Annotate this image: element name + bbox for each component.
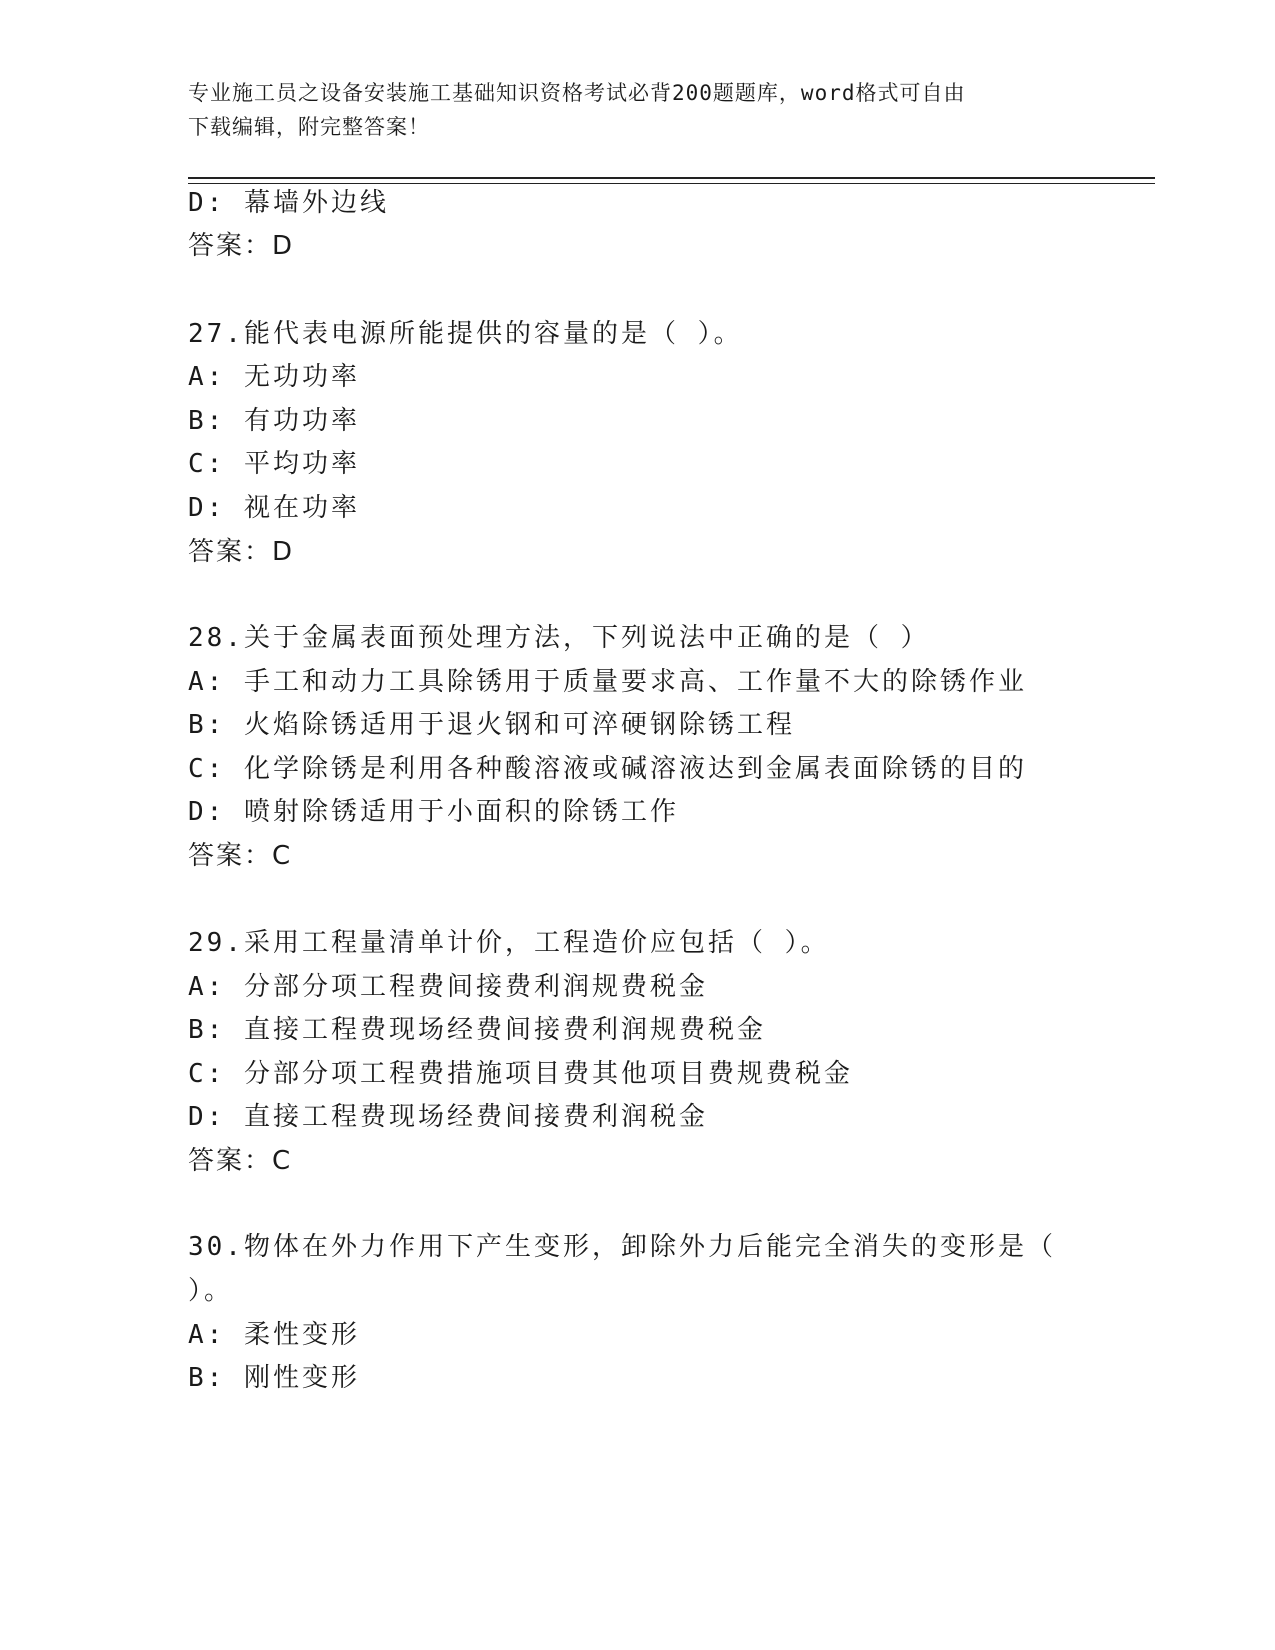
question-27-option-c: C: 平均功率 xyxy=(188,449,360,479)
question-30-stem-line-2: ）。 xyxy=(188,1276,234,1306)
question-30-stem-line-1: 30.物体在外力作用下产生变形，卸除外力后能完全消失的变形是（ xyxy=(188,1232,1056,1262)
header-rule-thick xyxy=(188,177,1155,179)
question-27-option-b: B: 有功功率 xyxy=(188,406,360,436)
question-28-option-c: C: 化学除锈是利用各种酸溶液或碱溶液达到金属表面除锈的目的 xyxy=(188,754,1027,784)
question-29-option-d: D: 直接工程费现场经费间接费利润税金 xyxy=(188,1102,708,1132)
document-title-line-2: 下载编辑，附完整答案！ xyxy=(188,115,430,139)
question-28-stem: 28.关于金属表面预处理方法，下列说法中正确的是（ ） xyxy=(188,623,930,653)
question-29-option-a: A: 分部分项工程费间接费利润规费税金 xyxy=(188,972,708,1002)
prev-answer: 答案：D xyxy=(188,231,295,261)
document-title-line-1: 专业施工员之设备安装施工基础知识资格考试必背200题题库，word格式可自由 xyxy=(188,81,966,105)
question-29-option-b: B: 直接工程费现场经费间接费利润规费税金 xyxy=(188,1015,766,1045)
question-28-option-a: A: 手工和动力工具除锈用于质量要求高、工作量不大的除锈作业 xyxy=(188,667,1027,697)
question-30-option-b: B: 刚性变形 xyxy=(188,1363,360,1393)
question-27-option-a: A: 无功功率 xyxy=(188,362,360,392)
document-header xyxy=(188,76,1068,144)
question-29-option-c: C: 分部分项工程费措施项目费其他项目费规费税金 xyxy=(188,1059,853,1089)
question-29-stem: 29.采用工程量清单计价，工程造价应包括（ ）。 xyxy=(188,928,830,958)
question-27-option-d: D: 视在功率 xyxy=(188,493,360,523)
prev-option-d: D: 幕墙外边线 xyxy=(188,188,389,218)
question-28-option-b: B: 火焰除锈适用于退火钢和可淬硬钢除锈工程 xyxy=(188,710,795,740)
question-28-answer: 答案：C xyxy=(188,841,293,871)
question-30-option-a: A: 柔性变形 xyxy=(188,1320,360,1350)
question-27-answer: 答案：D xyxy=(188,537,295,567)
question-27-stem: 27.能代表电源所能提供的容量的是（ ）。 xyxy=(188,319,743,349)
question-29-answer: 答案：C xyxy=(188,1146,293,1176)
question-28-option-d: D: 喷射除锈适用于小面积的除锈工作 xyxy=(188,797,679,827)
header-rule-thin xyxy=(188,183,1155,184)
